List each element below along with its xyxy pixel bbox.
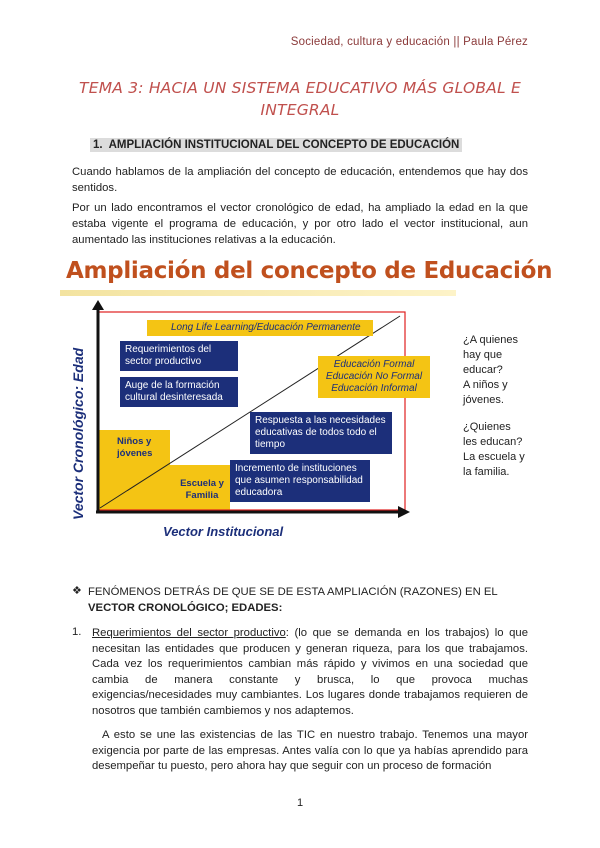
paragraph-1: Cuando hablamos de la ampliación del concepto de educación, entendemos que hay dos sentidos. (72, 166, 528, 194)
long-life-box: Long Life Learning/Educación Permanente (147, 320, 373, 336)
side-q2-line: La escuela y (463, 451, 525, 463)
edu-formal-line: Educación Formal (333, 359, 415, 370)
side-q1-line: ¿A quienes (463, 334, 519, 346)
page-header: Sociedad, cultura y educación || Paula Pérez (290, 36, 528, 48)
side-question-1 (463, 333, 518, 408)
x-axis-label: Vector Institucional (163, 524, 284, 539)
ninos-label: Niños y jóvenes (117, 436, 153, 459)
side-q2-line: les educan? (463, 436, 523, 448)
page-title (60, 77, 540, 121)
auge-box: Auge de la formación cultural desinteresada (120, 377, 238, 407)
escuela-label: Escuela y Familia (180, 478, 224, 501)
side-q1-line: hay que (463, 349, 503, 361)
bullet-line-2: VECTOR CRONOLÓGICO; EDADES: (88, 602, 283, 614)
respuesta-box: Respuesta a las necesidades educativas de todos todo el tiempo (250, 412, 392, 454)
side-q2-line: ¿Quienes (463, 421, 511, 433)
bullet-heading (88, 584, 528, 616)
incremento-box: Incremento de instituciones que asumen responsabilidad educadora (230, 460, 370, 502)
side-q1-line: educar? (463, 364, 503, 376)
bullet-line-1: FENÓMENOS DETRÁS DE QUE SE DE ESTA AMPLIACIÓN (RAZONES) EN EL (88, 586, 498, 598)
item-number: 1. (72, 626, 82, 638)
item-1-underlined: Requerimientos del sector productivo (92, 627, 286, 639)
side-question-2 (463, 420, 525, 480)
diagram-title: Ampliación del concepto de Educación (66, 258, 553, 284)
page-number: 1 (296, 797, 304, 809)
section-title: AMPLIACIÓN INSTITUCIONAL DEL CONCEPTO DE EDUCACIÓN (108, 139, 460, 151)
y-axis-arrow (92, 300, 104, 310)
paragraph-2: Por un lado encontramos el vector cronológico de edad, ha ampliado la edad en la que estaba vigente el programa de educación, y por otro lado el vector institucional, aun aumentado las instituciones relativas a la educación. (72, 202, 528, 246)
title-line-1: TEMA 3: HACIA UN SISTEMA EDUCATIVO MÁS GLOBAL E (79, 79, 521, 97)
y-axis-label: Vector Cronológico: Edad (70, 347, 86, 520)
requerimientos-box: Requerimientos del sector productivo (120, 341, 238, 371)
item-1-continuation: A esto se une las existencias de las TIC en nuestro trabajo. Tenemos una mayor exigencia por parte de las empresas. Antes valía con lo que ya habías aprendido para desempeñar tu puesto, pero ahora hay que seguir con un proceso de formación (92, 729, 528, 772)
title-line-2: INTEGRAL (260, 101, 340, 119)
side-q1-line: jóvenes. (463, 394, 504, 406)
section-heading (90, 138, 462, 152)
x-axis-arrow (398, 506, 410, 518)
item-1-rest: : (lo que se demanda en los trabajos) lo que necesitan las entidades que producen y generan riqueza, para los que trabajamos. Cada vez los requerimientos cambian más rápido y vivimos en una sociedad que cambia de manera constante y brusca, lo que provoca muchas exigencias/necesidades muy cambiantes. Los lugares donde trabajamos requieren de nosotros que también cambiemos y nos adaptemos. (92, 627, 528, 717)
edu-informal-line: Educación Informal (331, 383, 417, 394)
item-1-text (92, 626, 528, 719)
side-q2-line: la familia. (463, 466, 510, 478)
side-q1-line: A niños y (463, 379, 508, 391)
diamond-bullet-icon: ❖ (72, 585, 82, 597)
educacion-formal-box (318, 356, 430, 398)
edu-no-formal-line: Educación No Formal (325, 371, 423, 382)
section-number: 1. (93, 139, 103, 151)
diagram-title-band (60, 290, 456, 296)
